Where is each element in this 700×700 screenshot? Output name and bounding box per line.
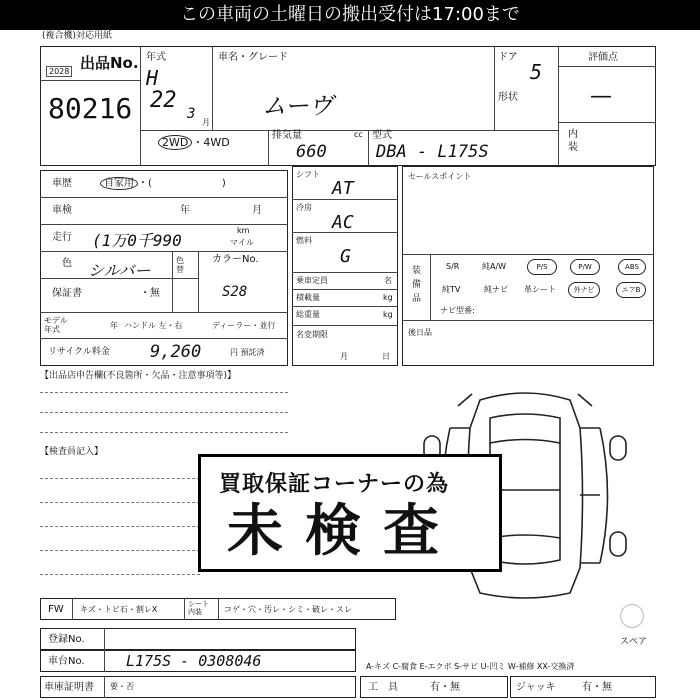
km-label: km <box>237 226 250 235</box>
history-value: 自家用 <box>100 177 138 190</box>
shift-label: シフト <box>296 170 320 179</box>
year-era: H <box>146 66 159 90</box>
name-value: ムーヴ <box>262 92 333 120</box>
capacity-unit: 名 <box>384 276 392 285</box>
registration-label: 登録No. <box>48 634 85 645</box>
fw-label: FW <box>48 604 64 615</box>
jack-value: 有・無 <box>582 682 612 693</box>
weight-label: 総重量 <box>296 310 320 319</box>
capacity-label: 乗車定員 <box>296 276 328 285</box>
mile-label: マイル <box>230 238 254 247</box>
door-label: ドア <box>498 52 518 63</box>
color-change-label: 色替 <box>176 256 184 274</box>
deadline-day: 日 <box>382 352 390 361</box>
displacement-label: 排気量 <box>272 130 302 141</box>
model-year-label: モデル年式 <box>44 316 68 334</box>
load-unit: kg <box>383 293 393 302</box>
damage-legend: A-キズ C-腐食 E-エクボ S-サビ U-凹ミ W-補修 XX-交換済 <box>366 662 575 671</box>
year-month: 3 <box>187 106 196 122</box>
warranty-label: 保証書 <box>52 288 82 299</box>
year-stamp: 2028 <box>46 66 72 77</box>
equipment-label: 装 備 品 <box>412 266 422 304</box>
warranty-value: ・無 <box>140 288 160 299</box>
banner-text: この車両の土曜日の搬出受付は17:00まで <box>180 4 520 25</box>
chassis-value: L175S - 0308046 <box>126 652 262 670</box>
navi-type-label: ナビ型番: <box>440 306 475 315</box>
deadline-month: 月 <box>340 352 348 361</box>
exhibitor-note: 【出品店申告欄(不良箇所・欠品・注意事項等)】 <box>40 371 237 381</box>
registration-row <box>40 628 356 650</box>
equip-pw: P/W <box>570 259 600 275</box>
eval-label: 評価点 <box>588 52 618 63</box>
equip-airbag: エアB <box>616 282 646 298</box>
inspection-label: 車検 <box>52 205 72 216</box>
equip-ps: P/S <box>527 259 557 275</box>
weight-unit: kg <box>383 310 393 319</box>
deadline-label: 名変期限 <box>296 330 328 339</box>
inspection-year-unit: 年 <box>180 205 190 216</box>
drive-4wd: ・4WD <box>192 136 230 149</box>
displacement-value: 660 <box>296 142 327 162</box>
fw-text: キズ・トビ石・割レX <box>80 605 158 614</box>
ac-label: 冷房 <box>296 203 312 212</box>
inspection-month-unit: 月 <box>252 205 262 216</box>
model-value: DBA - L175S <box>376 142 489 162</box>
drive-2wd: 2WD <box>158 135 192 150</box>
seat-label: シート内装 <box>188 600 209 616</box>
fuel-value: G <box>340 246 351 267</box>
inspector-label: 【検査員記入】 <box>40 447 104 457</box>
tools-label: 工 具 <box>368 682 398 693</box>
cc-unit: cc <box>354 130 363 139</box>
interior-label: 内 装 <box>568 129 578 153</box>
color-no-label: カラーNo. <box>212 254 259 265</box>
year-label: 年式 <box>146 52 166 63</box>
tools-value: 有・無 <box>430 682 460 693</box>
load-label: 積載量 <box>296 293 320 302</box>
history-label: 車歴 <box>52 178 72 189</box>
left-block <box>40 170 288 366</box>
color-no-value: S28 <box>222 284 248 300</box>
equip-abs: ABS <box>618 259 646 275</box>
sales-point-label: セールスポイント <box>408 172 472 181</box>
seat-text: コゲ・穴・汚レ・シミ・破レ・スレ <box>224 605 352 614</box>
cert-sub: 要・否 <box>110 682 134 691</box>
recycle-value: 9,260 <box>150 342 202 362</box>
spare-label: スペア <box>620 637 648 647</box>
year-month-unit: 月 <box>202 118 210 127</box>
chassis-label: 車台No. <box>48 656 85 667</box>
recycle-label: リサイクル料金 <box>48 347 110 357</box>
equip-sr: S/R <box>446 262 460 271</box>
lot-number: 80216 <box>48 92 133 125</box>
spare-tire-icon <box>620 604 644 628</box>
door-value: 5 <box>530 60 543 84</box>
name-grade-label: 車名・グレード <box>218 52 288 63</box>
equip-tv: 純TV <box>442 285 461 294</box>
mileage-value: (1万0千990 <box>92 231 182 250</box>
color-value: シルバー <box>88 261 151 280</box>
lot-label: 出品No. <box>80 54 139 72</box>
handle-label: ハンドル 左・右 <box>124 321 183 330</box>
model-label: 型式 <box>372 130 392 141</box>
stamp-line2: 未検査 <box>227 499 461 564</box>
later-date-label: 後日品 <box>408 328 432 337</box>
dealer-label: ディーラー・並行 <box>212 321 276 330</box>
jack-label: ジャッキ <box>516 682 556 693</box>
history-row <box>100 178 226 189</box>
color-label: 色 <box>62 258 72 269</box>
ac-value: AC <box>332 212 354 233</box>
cert-label: 車庫証明書 <box>44 682 94 693</box>
eval-value: — <box>590 84 612 109</box>
history-rest: ・( ) <box>138 178 226 189</box>
inspection-stamp <box>198 454 502 572</box>
drive-type <box>158 134 230 150</box>
form-note: (複合機)対応用紙 <box>42 31 113 41</box>
equip-ext-navi: 外ナビ <box>568 282 600 298</box>
mileage-label: 走行 <box>52 232 72 243</box>
shape-label: 形状 <box>498 92 518 103</box>
recycle-unit: 円 預託済 <box>230 348 265 357</box>
fuel-label: 燃料 <box>296 236 312 245</box>
equip-aw: 純A/W <box>482 262 507 271</box>
equip-navi: 純ナビ <box>484 285 508 294</box>
model-year-unit: 年 <box>110 321 118 330</box>
equip-leather: 革シート <box>524 285 556 294</box>
year-value: 22 <box>150 88 177 113</box>
shift-value: AT <box>332 178 354 199</box>
stamp-line1: 買取保証コーナーの為 <box>219 472 450 497</box>
top-banner <box>0 0 700 30</box>
